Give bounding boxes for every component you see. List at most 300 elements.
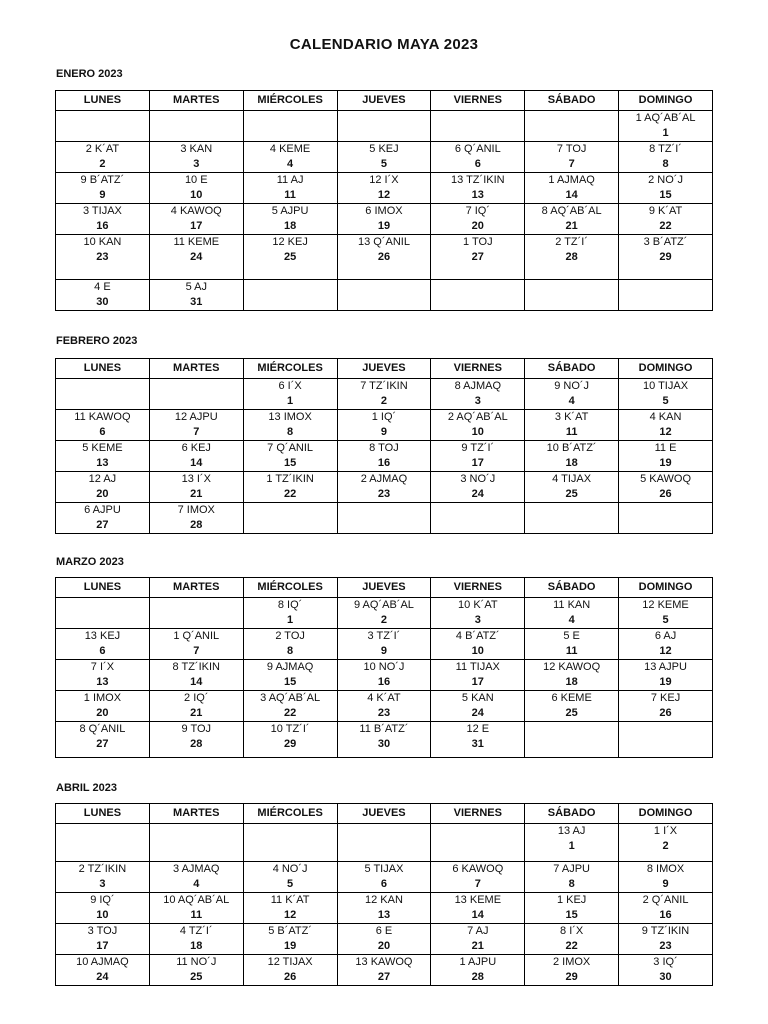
week-row [56,280,713,311]
maya-day-name: 5 KAN [461,692,494,704]
gregorian-day-number: 28 [565,251,578,263]
weekday-header: VIERNES [431,359,525,379]
weekday-header: MARTES [149,578,243,598]
week-row [56,598,713,629]
maya-day-name: 7 AJ [467,925,489,937]
maya-day-name: 3 AQ´AB´AL [260,692,321,704]
week-row [56,111,713,142]
month-calendar-table [55,577,713,758]
gregorian-day-number: 16 [659,909,672,921]
month-label: FEBRERO 2023 [56,335,138,347]
weekday-header: JUEVES [337,804,431,824]
gregorian-day-number: 15 [283,676,297,688]
day-cell [243,629,337,660]
month-label: ABRIL 2023 [56,782,117,794]
day-cell [619,379,713,410]
gregorian-day-number: 25 [283,251,297,263]
gregorian-day-number: 12 [283,909,297,921]
gregorian-day-number: 27 [377,971,391,983]
maya-day-name: 13 I´X [181,473,211,485]
month-label: ENERO 2023 [56,68,123,80]
maya-day-name: 3 AJMAQ [173,863,220,875]
maya-day-name: 9 K´AT [648,205,683,217]
empty-day-cell [337,280,431,311]
weekday-header: JUEVES [337,578,431,598]
gregorian-day-number: 23 [377,488,391,500]
empty-day-cell [243,824,337,862]
maya-day-name: 10 NO´J [363,661,405,673]
maya-day-name: 2 TZ´I´ [555,236,589,248]
gregorian-day-number: 23 [659,940,672,952]
day-cell [56,893,150,924]
gregorian-day-number: 15 [659,189,672,201]
gregorian-day-number: 25 [565,488,578,500]
gregorian-day-number: 29 [565,971,578,983]
gregorian-day-number: 7 [474,878,481,890]
maya-day-name: 2 AJMAQ [360,473,408,485]
day-cell [525,173,619,204]
empty-day-cell [337,824,431,862]
gregorian-day-number: 18 [565,676,578,688]
maya-day-name: 12 I´X [369,174,399,186]
maya-day-name: 4 K´AT [367,692,401,704]
day-cell [619,924,713,955]
maya-day-name: 12 TIJAX [267,956,313,968]
weekday-header: SÁBADO [525,804,619,824]
gregorian-day-number: 3 [193,158,200,170]
day-cell [149,441,243,472]
day-cell [243,472,337,503]
gregorian-day-number: 1 [662,127,669,139]
weekday-header: VIERNES [431,91,525,111]
empty-day-cell [149,111,243,142]
day-cell [149,235,243,280]
day-cell [619,173,713,204]
gregorian-day-number: 14 [471,909,484,921]
gregorian-day-number: 28 [471,971,484,983]
maya-day-name: 8 AQ´AB´AL [541,205,602,217]
gregorian-day-number: 16 [377,457,391,469]
maya-day-name: 13 KEME [454,894,502,906]
maya-day-name: 6 KEME [551,692,592,704]
gregorian-day-number: 19 [659,676,672,688]
maya-day-name: 11 KAN [553,599,591,611]
gregorian-day-number: 28 [190,738,203,750]
day-cell [525,824,619,862]
day-cell [149,142,243,173]
day-cell [525,142,619,173]
maya-day-name: 4 TZ´I´ [179,925,213,937]
gregorian-day-number: 7 [568,158,575,170]
gregorian-day-number: 7 [193,426,200,438]
maya-day-name: 4 KAWOQ [170,205,222,217]
gregorian-day-number: 1 [287,395,294,407]
week-row [56,862,713,893]
gregorian-day-number: 7 [193,645,200,657]
weekday-header: JUEVES [337,91,431,111]
gregorian-day-number: 31 [190,296,203,308]
day-cell [243,955,337,986]
gregorian-day-number: 3 [474,395,481,407]
maya-day-name: 11 KAWOQ [74,411,131,423]
week-row [56,824,713,862]
day-cell [149,503,243,534]
gregorian-day-number: 18 [190,940,203,952]
week-row [56,691,713,722]
maya-day-name: 9 IQ´ [90,894,115,906]
day-cell [619,893,713,924]
day-cell [525,204,619,235]
gregorian-day-number: 23 [377,707,391,719]
maya-day-name: 9 TOJ [181,723,212,735]
maya-day-name: 11 KEME [173,236,220,248]
maya-day-name: 6 AJ [654,630,677,642]
day-cell [431,204,525,235]
day-cell [431,893,525,924]
maya-day-name: 8 TOJ [369,442,399,454]
maya-day-name: 8 TZ´IKIN [172,661,220,673]
maya-day-name: 12 AJ [88,473,117,485]
day-cell [149,660,243,691]
gregorian-day-number: 21 [190,707,203,719]
gregorian-day-number: 6 [474,158,481,170]
day-cell [243,379,337,410]
gregorian-day-number: 8 [287,645,294,657]
gregorian-day-number: 13 [471,189,484,201]
day-cell [56,280,150,311]
weekday-header: DOMINGO [619,91,713,111]
maya-day-name: 6 AJPU [84,504,121,516]
day-cell [56,862,150,893]
weekday-header: LUNES [56,91,150,111]
maya-day-name: 4 TIJAX [552,473,592,485]
gregorian-day-number: 22 [283,488,297,500]
gregorian-day-number: 24 [190,251,203,263]
day-cell [56,410,150,441]
weekday-header: DOMINGO [619,578,713,598]
gregorian-day-number: 27 [471,251,484,263]
maya-day-name: 1 TOJ [463,236,493,248]
maya-day-name: 6 I´X [278,380,302,392]
day-cell [431,629,525,660]
weekday-header: LUNES [56,359,150,379]
empty-day-cell [149,379,243,410]
maya-day-name: 6 E [375,925,393,937]
maya-day-name: 8 TZ´I´ [649,143,682,155]
gregorian-day-number: 26 [659,488,672,500]
gregorian-day-number: 11 [565,645,578,657]
day-cell [431,142,525,173]
page-title: CALENDARIO MAYA 2023 [289,36,479,53]
day-cell [243,142,337,173]
maya-day-name: 4 KAN [649,411,682,423]
month-label: MARZO 2023 [56,556,124,568]
gregorian-day-number: 20 [96,488,109,500]
gregorian-day-number: 21 [471,940,484,952]
gregorian-day-number: 5 [662,395,669,407]
day-cell [149,410,243,441]
day-cell [243,173,337,204]
maya-day-name: 8 IMOX [646,863,685,875]
gregorian-day-number: 30 [659,971,672,983]
day-cell [525,410,619,441]
maya-day-name: 2 IMOX [552,956,591,968]
maya-day-name: 11 E [654,442,677,454]
day-cell [337,472,431,503]
day-cell [56,472,150,503]
day-cell [243,862,337,893]
maya-day-name: 10 KAN [83,236,122,248]
gregorian-day-number: 10 [471,426,484,438]
day-cell [149,893,243,924]
weekday-header: LUNES [56,804,150,824]
maya-day-name: 1 AJMAQ [548,174,595,186]
gregorian-day-number: 11 [190,909,203,921]
gregorian-day-number: 6 [99,645,106,657]
day-cell [56,204,150,235]
day-cell [619,204,713,235]
day-cell [525,862,619,893]
gregorian-day-number: 28 [190,519,203,531]
day-cell [56,503,150,534]
maya-day-name: 3 TIJAX [82,205,122,217]
maya-day-name: 3 IQ´ [653,956,678,968]
day-cell [619,824,713,862]
maya-day-name: 3 K´AT [554,411,589,423]
gregorian-day-number: 31 [471,738,484,750]
maya-day-name: 12 E [466,723,490,735]
gregorian-day-number: 8 [568,878,575,890]
gregorian-day-number: 2 [662,840,669,852]
maya-day-name: 4 NO´J [272,863,308,875]
maya-day-name: 4 B´ATZ´ [455,630,500,642]
day-cell [619,410,713,441]
gregorian-day-number: 17 [96,940,109,952]
gregorian-day-number: 2 [380,395,388,407]
week-row [56,379,713,410]
empty-day-cell [337,503,431,534]
maya-day-name: 11 NO´J [176,956,217,968]
day-cell [431,598,525,629]
maya-day-name: 8 IQ´ [277,599,303,611]
maya-day-name: 3 B´ATZ´ [643,236,688,248]
day-cell [619,629,713,660]
gregorian-day-number: 10 [471,645,484,657]
gregorian-day-number: 27 [96,738,109,750]
maya-day-name: 5 E [563,630,580,642]
gregorian-day-number: 9 [662,878,669,890]
day-cell [243,924,337,955]
day-cell [337,722,431,758]
gregorian-day-number: 4 [568,614,575,626]
maya-day-name: 12 KAWOQ [543,661,601,673]
maya-day-name: 1 IMOX [83,692,122,704]
maya-day-name: 12 AJPU [174,411,218,423]
day-cell [431,235,525,280]
maya-day-name: 5 KAWOQ [640,473,691,485]
empty-day-cell [525,280,619,311]
maya-day-name: 2 AQ´AB´AL [447,411,508,423]
day-cell [337,235,431,280]
day-cell [56,142,150,173]
maya-day-name: 1 Q´ANIL [173,630,220,642]
gregorian-day-number: 22 [565,940,578,952]
gregorian-day-number: 18 [565,457,578,469]
weekday-header: LUNES [56,578,150,598]
day-cell [431,410,525,441]
maya-day-name: 5 TIJAX [364,863,404,875]
maya-day-name: 3 KAN [180,143,213,155]
week-row [56,893,713,924]
maya-day-name: 5 B´ATZ´ [268,925,312,937]
empty-day-cell [619,722,713,758]
week-row [56,722,713,758]
weekday-header: MIÉRCOLES [243,804,337,824]
maya-day-name: 13 KEJ [84,630,121,642]
gregorian-day-number: 5 [287,878,294,890]
gregorian-day-number: 23 [96,251,109,263]
day-cell [337,142,431,173]
maya-day-name: 12 KEME [642,599,689,611]
maya-day-name: 3 TZ´I´ [367,630,401,642]
gregorian-day-number: 24 [471,707,484,719]
weekday-header-row [56,359,713,379]
maya-day-name: 13 Q´ANIL [357,236,410,248]
weekday-header-row [56,91,713,111]
day-cell [56,235,150,280]
day-cell [56,629,150,660]
gregorian-day-number: 16 [377,676,391,688]
day-cell [337,893,431,924]
maya-day-name: 13 KAWOQ [355,956,413,968]
week-row [56,472,713,503]
gregorian-day-number: 12 [659,645,672,657]
maya-day-name: 11 AJ [276,174,304,186]
day-cell [525,893,619,924]
weekday-header: SÁBADO [525,578,619,598]
maya-day-name: 1 TZ´IKIN [266,473,314,485]
maya-day-name: 2 NO´J [648,174,683,186]
day-cell [243,441,337,472]
gregorian-day-number: 20 [377,940,391,952]
day-cell [337,955,431,986]
weekday-header: VIERNES [431,578,525,598]
day-cell [243,660,337,691]
weekday-header: SÁBADO [525,359,619,379]
weekday-header: MARTES [149,359,243,379]
gregorian-day-number: 2 [99,158,106,170]
gregorian-day-number: 11 [565,426,578,438]
weekday-header-row [56,804,713,824]
gregorian-day-number: 6 [380,878,388,890]
day-cell [431,862,525,893]
week-row [56,142,713,173]
empty-day-cell [431,503,525,534]
maya-day-name: 7 Q´ANIL [267,442,314,454]
empty-day-cell [56,824,150,862]
day-cell [525,472,619,503]
month-calendar-table [55,803,713,986]
maya-day-name: 4 KEME [269,143,311,155]
weekday-header: MARTES [149,91,243,111]
day-cell [431,441,525,472]
day-cell [56,955,150,986]
weekday-header: DOMINGO [619,804,713,824]
maya-day-name: 7 KEJ [650,692,681,704]
gregorian-day-number: 9 [380,645,388,657]
empty-day-cell [56,379,150,410]
day-cell [337,410,431,441]
gregorian-day-number: 26 [377,251,391,263]
day-cell [431,379,525,410]
day-cell [431,924,525,955]
day-cell [243,410,337,441]
gregorian-day-number: 14 [190,457,203,469]
maya-day-name: 13 TZ´IKIN [451,174,505,186]
day-cell [149,862,243,893]
week-row [56,955,713,986]
gregorian-day-number: 9 [380,426,388,438]
gregorian-day-number: 16 [96,220,109,232]
gregorian-day-number: 5 [380,158,388,170]
gregorian-day-number: 11 [284,189,296,201]
weekday-header: MIÉRCOLES [243,359,337,379]
empty-day-cell [149,824,243,862]
day-cell [149,173,243,204]
maya-day-name: 10 TIJAX [643,380,689,392]
day-cell [56,173,150,204]
weekday-header: SÁBADO [525,91,619,111]
weekday-header: JUEVES [337,359,431,379]
gregorian-day-number: 22 [283,707,297,719]
maya-day-name: 12 KEJ [272,236,308,248]
day-cell [431,472,525,503]
day-cell [337,629,431,660]
day-cell [431,173,525,204]
gregorian-day-number: 2 [380,614,388,626]
day-cell [56,722,150,758]
maya-day-name: 1 IQ´ [371,411,397,423]
day-cell [525,660,619,691]
maya-day-name: 8 I´X [560,925,584,937]
day-cell [337,173,431,204]
empty-day-cell [619,503,713,534]
gregorian-day-number: 26 [659,707,672,719]
gregorian-day-number: 4 [568,395,575,407]
day-cell [525,691,619,722]
day-cell [337,204,431,235]
gregorian-day-number: 14 [565,189,578,201]
gregorian-day-number: 30 [96,296,109,308]
maya-day-name: 11 B´ATZ´ [359,723,409,735]
day-cell [337,691,431,722]
gregorian-day-number: 19 [377,220,391,232]
gregorian-day-number: 13 [377,909,391,921]
empty-day-cell [525,722,619,758]
gregorian-day-number: 8 [287,426,294,438]
gregorian-day-number: 13 [96,457,109,469]
day-cell [525,924,619,955]
gregorian-day-number: 12 [659,426,672,438]
empty-day-cell [619,280,713,311]
week-row [56,173,713,204]
day-cell [149,629,243,660]
maya-day-name: 5 AJPU [271,205,309,217]
maya-day-name: 9 AQ´AB´AL [353,599,414,611]
maya-day-name: 9 B´ATZ´ [80,174,125,186]
weekday-header: MIÉRCOLES [243,91,337,111]
maya-day-name: 9 TZ´IKIN [641,925,690,937]
